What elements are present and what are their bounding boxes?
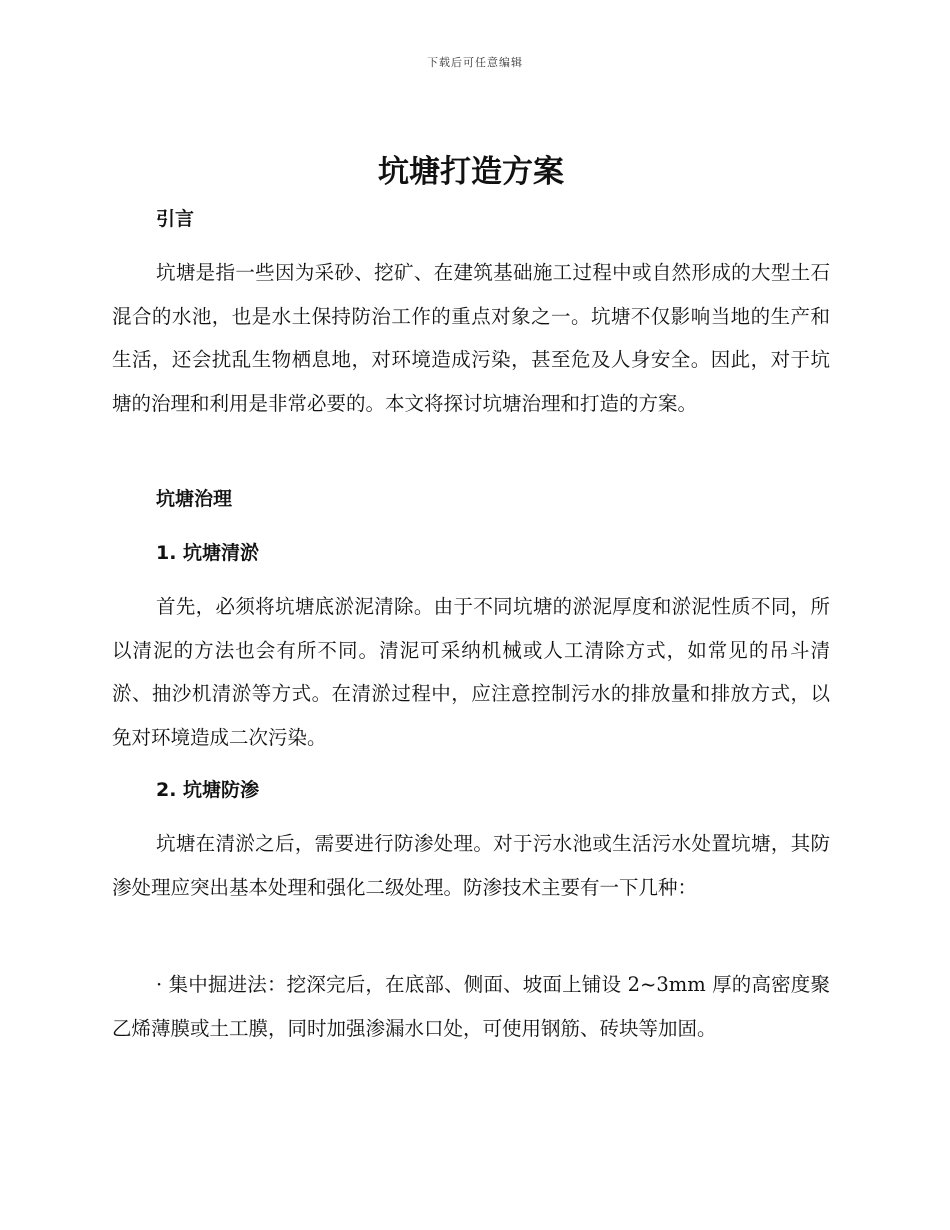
seepage-heading: 2. 坑塘防渗	[156, 779, 260, 801]
page-header-note: 下载后可任意编辑	[427, 56, 523, 69]
governance-heading: 坑塘治理	[156, 488, 233, 510]
bullet-item-concentrated-excavation: · 集中掘进法：挖深完后，在底部、侧面、坡面上铺设 2~3mm 厚的高密度聚乙烯薄膜或土工膜，同时加强渗漏水口处，可使用钢筋、砖块等加固。	[112, 973, 830, 1040]
dredging-paragraph: 首先，必须将坑塘底淤泥清除。由于不同坑塘的淤泥厚度和淤泥性质不同，所以清泥的方法也会有所不同。清泥可采纳机械或人工清除方式，如常见的吊斗清淤、抽沙机清淤等方式。在清淤过程中，应注意控制污水的排放量和排放方式，以免对环境造成二次污染。	[112, 595, 830, 749]
seepage-paragraph: 坑塘在清淤之后，需要进行防渗处理。对于污水池或生活污水处置坑塘，其防渗处理应突出基本处理和强化二级处理。防渗技术主要有一下几种：	[112, 832, 830, 899]
dredging-heading: 1. 坑塘清淤	[156, 542, 260, 564]
document-title: 坑塘打造方案	[378, 154, 564, 190]
intro-heading: 引言	[156, 208, 195, 230]
intro-paragraph: 坑塘是指一些因为采砂、挖矿、在建筑基础施工过程中或自然形成的大型土石混合的水池，也是水土保持防治工作的重点对象之一。坑塘不仅影响当地的生产和生活，还会扰乱生物栖息地，对环境造成污染，甚至危及人身安全。因此，对于坑塘的治理和利用是非常必要的。本文将探讨坑塘治理和打造的方案。	[112, 261, 830, 415]
